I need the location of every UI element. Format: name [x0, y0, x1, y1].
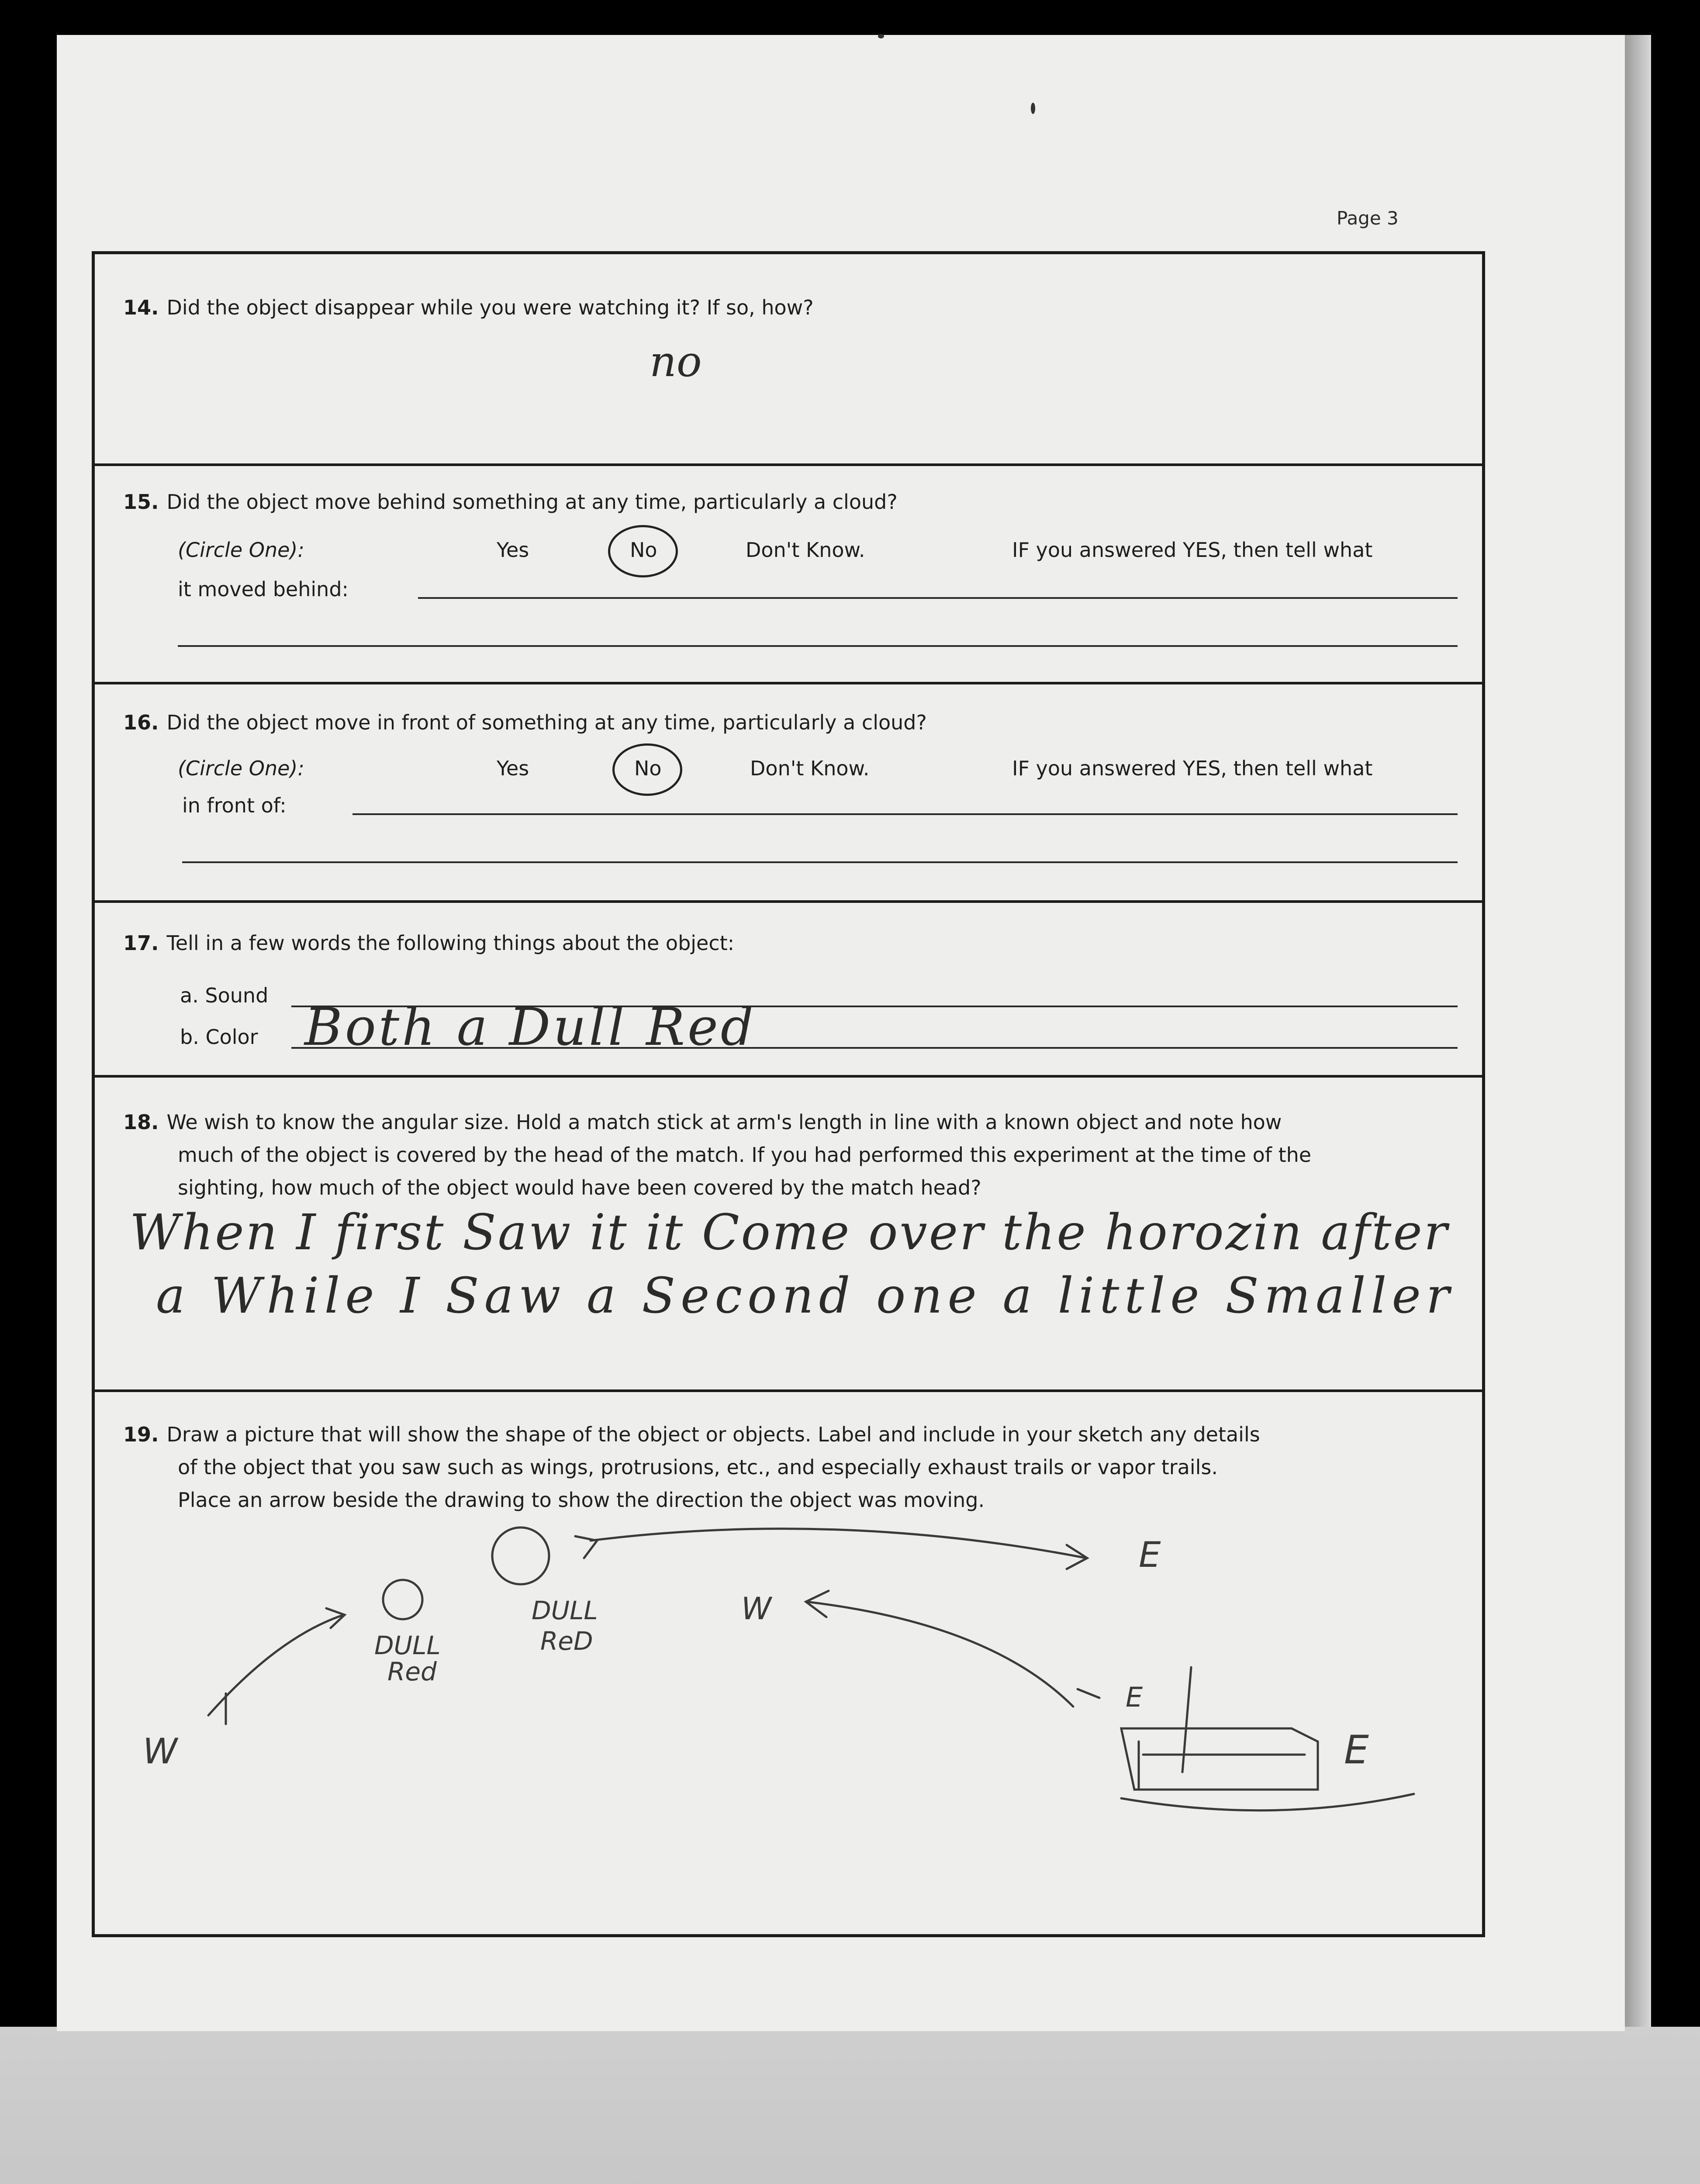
question-text-line: of the object that you saw such as wings, protrusions, etc., and especially exhaust trails or vapor trails.: [178, 1455, 1218, 1479]
arrow-tail: [575, 1536, 597, 1558]
answer-circle: [612, 743, 682, 796]
page-number: Page 3: [1337, 207, 1399, 229]
label-dull: DULL: [374, 1631, 441, 1660]
label-dull: DULL: [532, 1596, 598, 1625]
object-circle-small: [383, 1580, 422, 1619]
option-yes: Yes: [497, 757, 529, 780]
followup-prompt: IF you answered YES, then tell what: [1012, 538, 1373, 562]
question-number: 15.: [123, 490, 159, 514]
speck: [1031, 103, 1035, 114]
question-15: [123, 490, 898, 514]
sound-label: a. Sound: [180, 984, 269, 1007]
label-west: W: [741, 1591, 772, 1627]
followup-line-label: in front of:: [182, 794, 287, 817]
flight-path-arrow: [591, 1529, 1086, 1558]
question-14: [123, 296, 814, 319]
answer-line: [182, 861, 1458, 863]
question-text: Did the object disappear while you were watching it? If so, how?: [166, 296, 814, 319]
questionnaire-form: [92, 251, 1485, 1937]
flight-path-arrow: [807, 1602, 1073, 1707]
followup-line-label: it moved behind:: [178, 577, 349, 601]
handwritten-answer-line: When I first Saw it it Come over the horozin after: [130, 1204, 1449, 1261]
option-yes: Yes: [497, 538, 529, 562]
option-no: No: [630, 538, 657, 562]
question-number: 18.: [123, 1110, 159, 1134]
question-text: Did the object move behind something at any time, particularly a cloud?: [166, 490, 898, 514]
section-q18: [95, 1078, 1482, 1392]
label-east: E: [1139, 1534, 1161, 1575]
question-text-line: We wish to know the angular size. Hold a match stick at arm's length in line with a known object and note how: [166, 1110, 1282, 1134]
answer-line: [178, 645, 1458, 647]
question-17: [123, 931, 734, 955]
object-circle-large: [492, 1527, 549, 1584]
ground-line: [1121, 1794, 1414, 1811]
question-18: [123, 1110, 1282, 1134]
answer-circle: [608, 525, 678, 577]
question-text: Tell in a few words the following things about the object:: [166, 931, 735, 955]
section-q19: [95, 1392, 1482, 1934]
arrow-tick: [1078, 1689, 1099, 1698]
followup-prompt: IF you answered YES, then tell what: [1012, 757, 1373, 780]
label-west: W: [143, 1731, 178, 1772]
question-number: 17.: [123, 931, 159, 955]
label-red: ReD: [540, 1626, 593, 1656]
film-margin: [0, 2027, 1700, 2184]
handwritten-answer-line: a While I Saw a Second one a little Smaller: [156, 1268, 1455, 1324]
question-number: 19.: [123, 1423, 159, 1446]
handwritten-color-answer: Both a Dull Red: [304, 997, 757, 1057]
object-sketch: [95, 1392, 1484, 1934]
circle-one-label: (Circle One):: [178, 757, 304, 780]
question-text-line: Draw a picture that will show the shape of the object or objects. Label and include in your sketch any details: [166, 1423, 1260, 1446]
question-number: 16.: [123, 711, 159, 734]
option-dont-know: Don't Know.: [750, 757, 870, 780]
label-east: E: [1344, 1727, 1369, 1773]
section-q16: [95, 684, 1482, 903]
house-structure: [1121, 1728, 1318, 1790]
question-text: Did the object move in front of something at any time, particularly a cloud?: [166, 711, 927, 734]
answer-line: [418, 597, 1458, 599]
question-text-line: Place an arrow beside the drawing to show the direction the object was moving.: [178, 1488, 985, 1512]
answer-line: [352, 813, 1458, 815]
label-east: E: [1126, 1681, 1143, 1713]
flight-path-arrow: [208, 1615, 344, 1715]
option-no: No: [634, 757, 662, 780]
speck: [878, 34, 884, 38]
color-label: b. Color: [180, 1025, 258, 1049]
question-text-line: much of the object is covered by the head of the match. If you had performed this experiment at the time of the: [178, 1143, 1312, 1167]
section-q14: [95, 254, 1482, 466]
house-mast: [1182, 1667, 1191, 1772]
section-q17: [95, 903, 1482, 1078]
section-q15: [95, 466, 1482, 684]
label-red: Red: [387, 1657, 437, 1686]
circle-one-label: (Circle One):: [178, 538, 304, 562]
option-dont-know: Don't Know.: [746, 538, 865, 562]
handwritten-answer: no: [650, 337, 702, 386]
question-text-line: sighting, how much of the object would have been covered by the match head?: [178, 1176, 981, 1199]
question-number: 14.: [123, 296, 159, 319]
question-16: [123, 711, 927, 734]
